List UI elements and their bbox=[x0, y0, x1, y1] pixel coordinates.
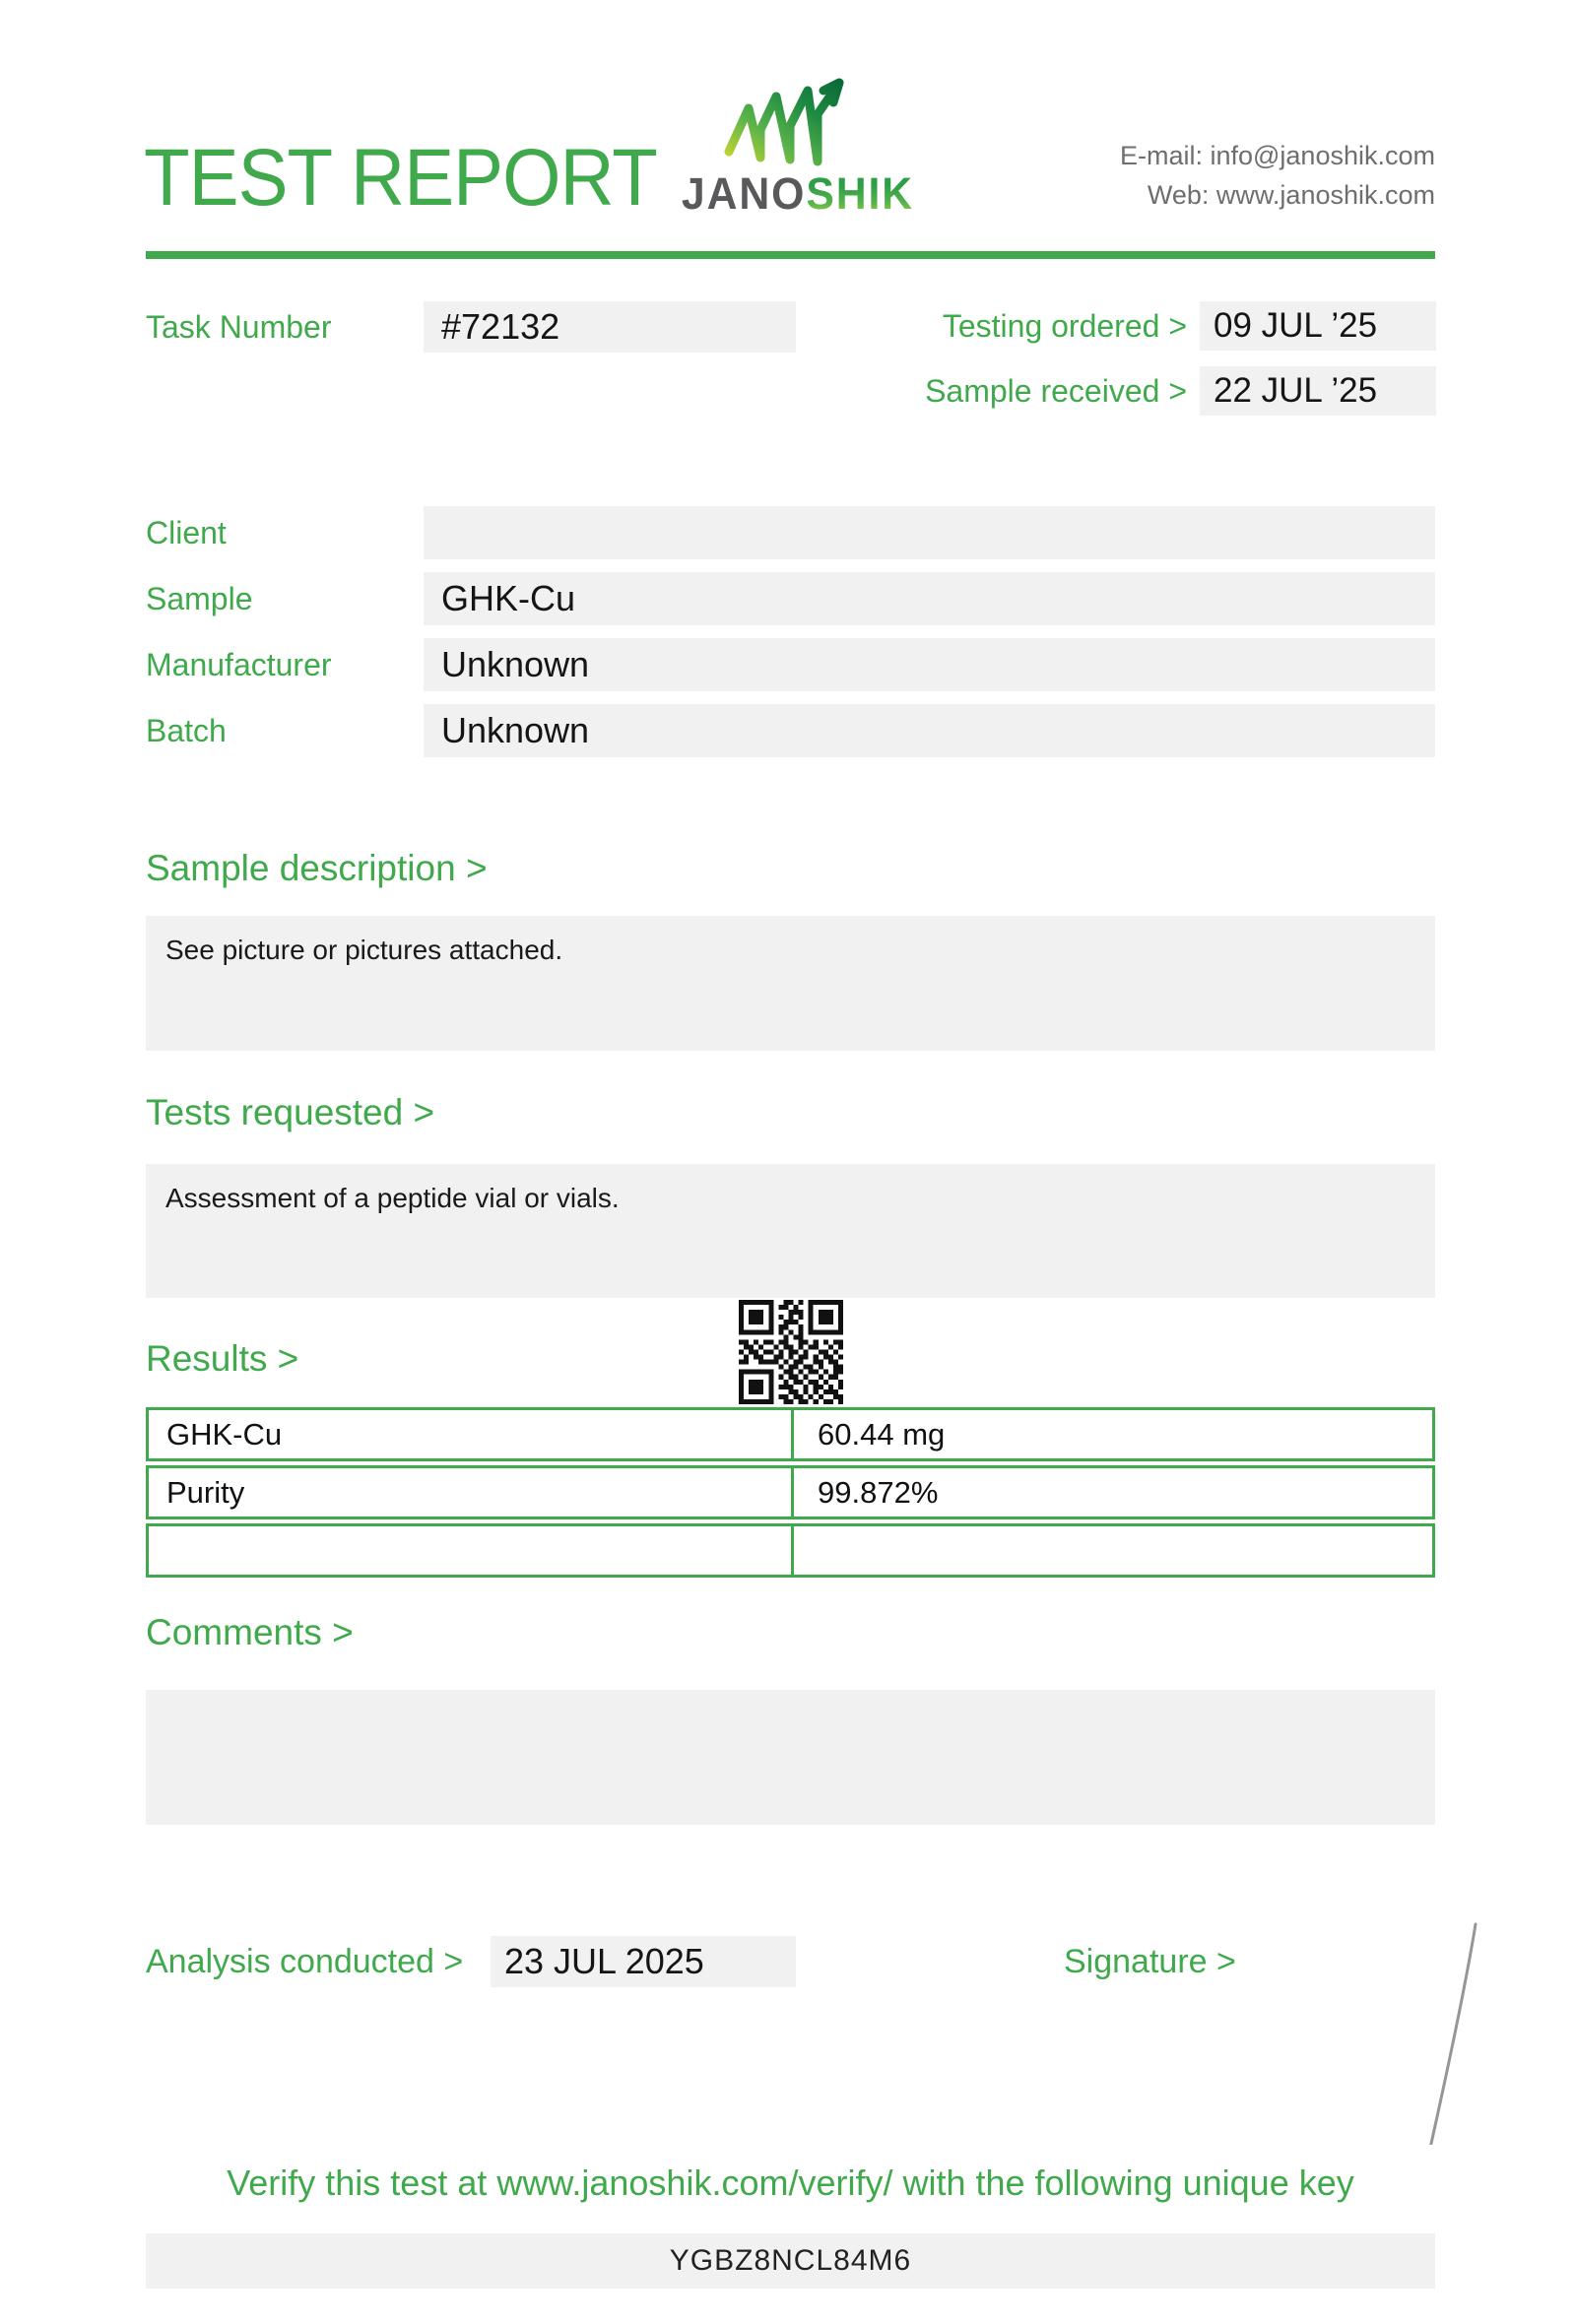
contact-web: Web: www.janoshik.com bbox=[1147, 180, 1435, 210]
analysis-conducted-date: 23 JUL 2025 bbox=[491, 1936, 796, 1987]
table-row bbox=[146, 1407, 1435, 1461]
tests-requested-heading: Tests requested > bbox=[146, 1092, 435, 1132]
signature-scribble bbox=[1243, 1830, 1479, 2145]
manufacturer-label: Manufacturer bbox=[146, 647, 332, 682]
sample-label: Sample bbox=[146, 581, 253, 616]
results-table bbox=[146, 1407, 1435, 1578]
testing-ordered-label: Testing ordered > bbox=[942, 308, 1187, 344]
results-heading: Results > bbox=[146, 1338, 299, 1379]
contact-email: E-mail: info@janoshik.com bbox=[1119, 141, 1435, 170]
growth-chart-icon bbox=[719, 75, 877, 167]
sample-description-box: See picture or pictures attached. bbox=[146, 916, 1435, 1051]
batch-label: Batch bbox=[146, 713, 227, 748]
result-name: GHK-Cu bbox=[149, 1410, 794, 1458]
task-number-value: #72132 bbox=[424, 301, 796, 353]
table-row bbox=[146, 1523, 1435, 1578]
brand-name bbox=[658, 168, 939, 219]
task-number-label: Task Number bbox=[146, 309, 332, 345]
result-value: 99.872% bbox=[818, 1475, 939, 1510]
manufacturer-value: Unknown bbox=[424, 638, 1435, 691]
sample-value: GHK-Cu bbox=[424, 572, 1435, 625]
result-name bbox=[149, 1526, 794, 1575]
testing-ordered-value: 09 JUL ’25 bbox=[1200, 301, 1436, 351]
comments-box bbox=[146, 1690, 1435, 1825]
sample-received-value: 22 JUL ’25 bbox=[1200, 366, 1436, 416]
result-name: Purity bbox=[149, 1468, 794, 1517]
brand-name-right: SHIK bbox=[806, 168, 915, 219]
page-title: TEST REPORT bbox=[144, 133, 657, 223]
table-row bbox=[146, 1465, 1435, 1519]
verify-instruction: Verify this test at www.janoshik.com/verify/ with the following unique key bbox=[227, 2163, 1354, 2203]
batch-value: Unknown bbox=[424, 704, 1435, 757]
sample-description-heading: Sample description > bbox=[146, 848, 488, 888]
comments-heading: Comments > bbox=[146, 1612, 354, 1652]
tests-requested-box: Assessment of a peptide vial or vials. bbox=[146, 1164, 1435, 1298]
header-divider bbox=[146, 251, 1435, 259]
client-label: Client bbox=[146, 515, 227, 550]
brand-logo bbox=[650, 75, 946, 219]
brand-name-left: JANO bbox=[681, 168, 807, 219]
contact-info bbox=[1120, 136, 1435, 215]
qr-code bbox=[739, 1300, 843, 1404]
analysis-conducted-label: Analysis conducted > bbox=[146, 1943, 464, 1980]
result-value bbox=[794, 1526, 1432, 1575]
result-value: 60.44 mg bbox=[818, 1417, 946, 1452]
sample-received-label: Sample received > bbox=[925, 373, 1187, 409]
client-value bbox=[424, 506, 1435, 559]
signature-label: Signature > bbox=[1064, 1943, 1236, 1980]
verify-key: YGBZ8NCL84M6 bbox=[146, 2233, 1435, 2289]
